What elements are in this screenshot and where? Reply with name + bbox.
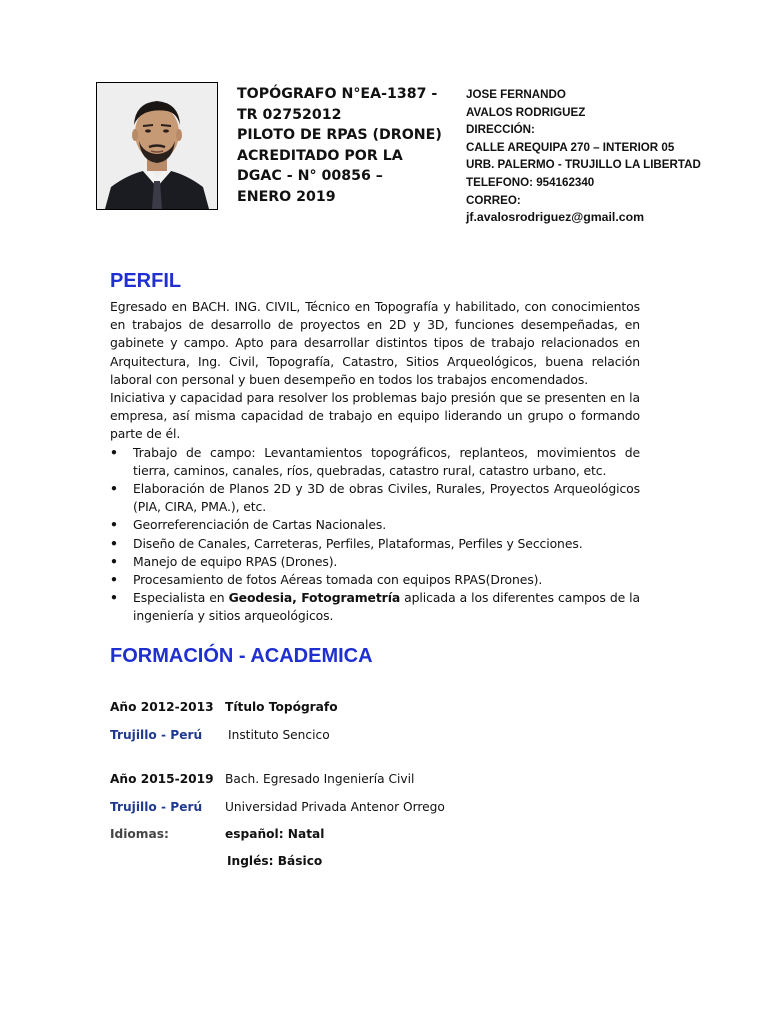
title-line: TOPÓGRAFO N°EA-1387 - xyxy=(237,86,438,102)
perfil-paragraph: Egresado en BACH. ING. CIVIL, Técnico en Topografía y habilitado, con conocimientos en trabajos de desarrollo de proyectos en 2D y 3D, funciones desempeñadas, en gabinete y campo. Apto para desarrollar distintos tipos de trabajo relacionados en Arquitectura, Ing. Civil, Topografía, Catastro, Sitios Arqueológicos, buena relación laboral con personal y buen desempeño en todos los trabajos encomendados. xyxy=(110,299,640,387)
edu-institution: Universidad Privada Antenor Orrego xyxy=(225,800,445,814)
title-line: PILOTO DE RPAS (DRONE) xyxy=(237,127,442,143)
edu-institution: Instituto Sencico xyxy=(228,728,330,742)
portrait-illustration xyxy=(97,83,217,209)
languages-label: Idiomas: xyxy=(110,827,169,841)
list-item xyxy=(110,444,640,480)
bullet-icon: • xyxy=(110,481,118,497)
bullet-icon: • xyxy=(110,553,118,569)
edu-degree: Título Topógrafo xyxy=(225,700,338,714)
title-line: TR 02752012 xyxy=(237,106,342,123)
perfil-heading: PERFIL xyxy=(110,270,182,292)
address-line1: CALLE AREQUIPA 270 – INTERIOR 05 xyxy=(466,140,675,154)
title-line: DGAC - N° 00856 – xyxy=(237,168,383,184)
skills-list xyxy=(110,444,640,626)
list-item-text: aplicada a los diferentes campos de la ingeniería y sitios arqueológicos. xyxy=(133,590,640,624)
list-item-text: Manejo de equipo RPAS (Drones). xyxy=(133,553,338,569)
contact-block xyxy=(466,86,736,227)
title-line: ENERO 2019 xyxy=(237,188,336,205)
list-item-text: Georreferenciación de Cartas Nacionales. xyxy=(133,517,387,533)
language-item: español: Natal xyxy=(225,827,325,841)
bullet-icon: • xyxy=(110,590,118,606)
address-line2: URB. PALERMO - TRUJILLO LA LIBERTAD xyxy=(466,158,701,172)
perfil-section xyxy=(110,298,640,626)
list-item-text: Elaboración de Planos 2D y 3D de obras Civiles, Rurales, Proyectos Arqueológicos (PIA, CIRA, PMA.), etc. xyxy=(133,481,640,515)
perfil-paragraph: Iniciativa y capacidad para resolver los problemas bajo presión que se presenten en la empresa, así misma capacidad de trabajo en equipo liderando un grupo o formando parte de él. xyxy=(110,390,640,442)
formacion-heading: FORMACIÓN - ACADEMICA xyxy=(110,645,373,667)
email-link[interactable]: jf.avalosrodriguez@gmail.com xyxy=(466,210,645,225)
edu-year: Año 2012-2013 xyxy=(110,700,214,714)
list-item xyxy=(110,571,640,589)
list-item xyxy=(110,480,640,516)
bullet-icon: • xyxy=(110,517,118,533)
list-item-emphasis: Geodesia, Fotogrametría xyxy=(228,590,401,606)
phone: TELEFONO: 954162340 xyxy=(466,175,595,189)
name-line2: AVALOS RODRIGUEZ xyxy=(466,105,586,119)
list-item-text: Trabajo de campo: Levantamientos topográficos, replanteos, movimientos de tierra, caminos, canales, ríos, quebradas, catastro rural, catastro urbano, etc. xyxy=(133,444,640,478)
address-label: DIRECCIÓN: xyxy=(466,123,535,137)
bullet-icon: • xyxy=(110,572,118,588)
list-item xyxy=(110,516,640,534)
edu-place: Trujillo - Perú xyxy=(110,800,203,814)
list-item xyxy=(110,535,640,553)
list-item-text: Diseño de Canales, Carreteras, Perfiles, Plataformas, Perfiles y Secciones. xyxy=(133,535,583,551)
list-item xyxy=(110,553,640,571)
title-block xyxy=(237,84,452,207)
edu-degree: Bach. Egresado Ingeniería Civil xyxy=(225,772,415,786)
list-item-text: Procesamiento de fotos Aéreas tomada con equipos RPAS(Drones). xyxy=(133,572,543,588)
email-label: CORREO: xyxy=(466,193,521,207)
language-item: Inglés: Básico xyxy=(227,854,323,868)
bullet-icon: • xyxy=(110,535,118,551)
list-item xyxy=(110,589,640,625)
title-line: ACREDITADO POR LA xyxy=(237,147,403,164)
profile-photo xyxy=(96,82,218,210)
edu-year: Año 2015-2019 xyxy=(110,772,214,786)
name-line1: JOSE FERNANDO xyxy=(466,88,566,101)
edu-place: Trujillo - Perú xyxy=(110,728,203,742)
bullet-icon: • xyxy=(110,444,118,460)
list-item-text: Especialista en xyxy=(133,590,229,606)
